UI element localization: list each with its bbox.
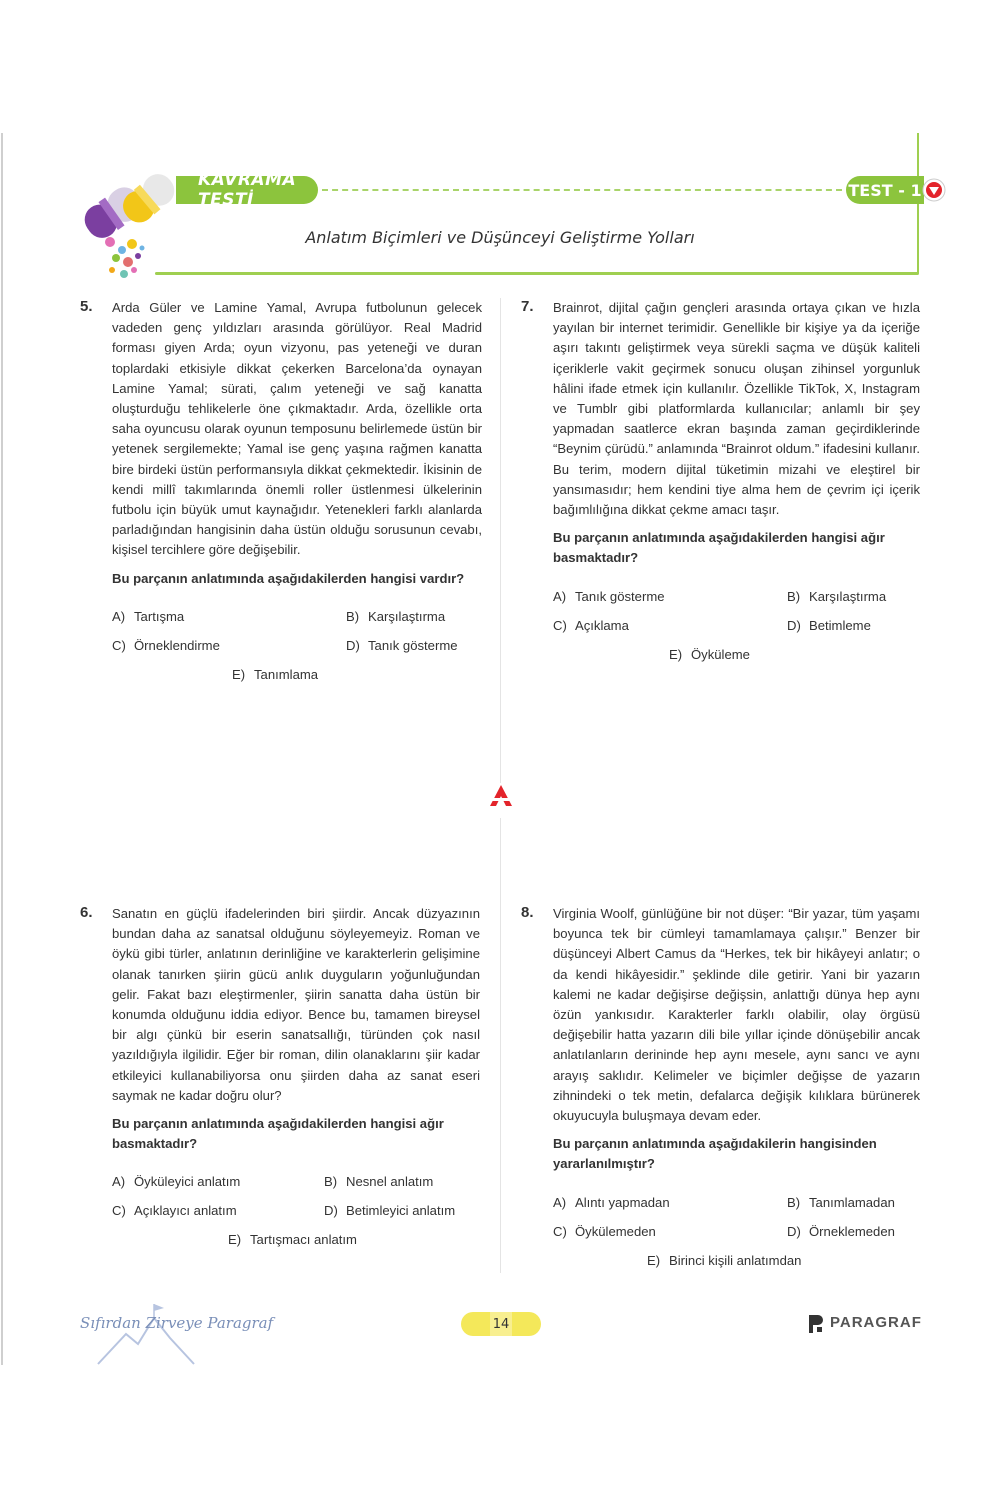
option-letter: A) xyxy=(112,1174,126,1190)
question-number: 6. xyxy=(80,904,93,921)
question-prompt: Bu parçanın anlatımında aşağıdakilerden hangisi vardır? xyxy=(112,570,465,586)
question-7 xyxy=(521,298,920,679)
column-divider xyxy=(500,818,501,1273)
option-text: Öyküleme xyxy=(691,646,750,662)
brand-logo-icon xyxy=(809,1315,823,1333)
question-number: 7. xyxy=(521,298,534,315)
question-prompt: Bu parçanın anlatımında aşağıdakilerden hangisi ağır basmaktadır? xyxy=(112,1116,444,1152)
question-text: Arda Güler ve Lamine Yamal, Avrupa futbolunun gelecek vadeden genç yıldızları arasında görülüyor. Real Madrid forması giyen Arda; oyun vizyonu, pas yeteneği ve duran toplardaki etkisiyle dikkat çekerken Barcelona’da oynayan Lamine Yamal; sürati, çalım yeteneği ve sağ kanatta oluşturduğu tehlikelerle öne çıkmaktadır. Arda, özellikle orta saha oyuncusu olarak oyunun temposunu belirlemede üstün bir yetenek sergilemekte; Yamal ise genç yaşına rağmen kanatta bire birdeki üstün performansıyla dikkat çekmektedir. İkisinin de kendi millî takımlarında önemli roller üstlenmesi ülkelerinin futbolu için büyük umut kaynağıdır. Yetenekleri farklı alanlarda parladığından hangisinin daha üstün olduğu sorusunun cevabı, kişisel tercihlere göre değişebilir. xyxy=(112,300,482,558)
option-c[interactable] xyxy=(112,1203,237,1218)
test-label: TEST - 1 xyxy=(848,180,922,200)
option-letter: C) xyxy=(553,1223,567,1239)
question-text: Brainrot, dijital çağın gençleri arasında ortaya çıkan ve hızla yayılan bir internet terimidir. Genellikle bir kişiye ya da içeriğe aşırı takıntı geliştirmek veya sürekli saçma ve düşük kaliteli içeriklerle vakit geçirmek sonucu oluşan zihinsel yorgunluk hâlini ifade etmek için kullanılır. Özellikle TikTok, X, Instagram ve Tumblr gibi platformlarda kullanıcılar; anlamlı bir şey yapmadan saatlerce ekran başında zaman geçirdiklerinde “Beynim çürüdü.” anlamında “Brainrot oldum.” ifadesini kullanır. Bu terim, modern dijital tüketimin mizahi ve eleştirel bir yansımasıdır; hem kendini tiye alma hem de çevrim içi içerik bağımlılığına dikkat çekme amacı taşır. xyxy=(553,300,920,518)
option-letter: D) xyxy=(346,637,360,653)
option-e[interactable] xyxy=(647,1253,801,1268)
option-text: Açıklama xyxy=(575,617,629,633)
logo-badge-icon xyxy=(922,178,946,202)
option-text: Öyküleyici anlatım xyxy=(134,1174,241,1190)
question-6 xyxy=(80,904,480,1264)
option-letter: B) xyxy=(346,608,360,624)
option-letter: E) xyxy=(228,1232,242,1248)
option-c[interactable] xyxy=(553,618,629,633)
option-letter: E) xyxy=(647,1252,661,1268)
option-text: Karşılaştırma xyxy=(809,588,887,604)
option-b[interactable] xyxy=(787,1195,895,1210)
option-d[interactable] xyxy=(324,1203,455,1218)
question-number: 5. xyxy=(80,298,93,315)
option-letter: C) xyxy=(553,617,567,633)
option-letter: C) xyxy=(112,637,126,653)
option-text: Tanık gösterme xyxy=(368,637,458,653)
section-label: KAVRAMA TESTİ xyxy=(198,170,297,210)
option-letter: B) xyxy=(787,588,801,604)
capsules-icon xyxy=(72,166,182,286)
column-divider xyxy=(500,298,501,783)
series-title: Sıfırdan Zirveye Paragraf xyxy=(80,1314,274,1332)
option-c[interactable] xyxy=(553,1224,656,1239)
option-letter: D) xyxy=(787,617,801,633)
option-letter: B) xyxy=(787,1194,801,1210)
left-margin-rule xyxy=(1,133,3,1365)
question-text: Virginia Woolf, günlüğüne bir not düşer: “Bir yazar, tüm yaşamı boyunca tek bir cümleyi tamamlamaya çalışır.” Benzer bir düşünceyi Albert Camus da “Herkes, tek bir hikâyeyi anlatır; o da kendi hikâyesidir.” şeklinde dile getirir. Yani bir yazarın kalemi ne kadar değişirse değişsin, anlattığı dünya hep aynı özün yankısıdır. Karakterler farklı olabilir, olay örgüsü değişebilir hatta yazarın dili bile yıllar içinde dönüşebilir ancak anlatılanların derininde hep aynı mesele, aynı sancı ve aynı arayış saklıdır. Kelimeler ve biçimler değişse de yazarın zihnindeki o tek metin, defalarca değişik kılıklara bürünerek okuyucuyla buluşmaya devam eder. xyxy=(553,906,920,1124)
option-c[interactable] xyxy=(112,638,220,653)
option-b[interactable] xyxy=(787,589,886,604)
question-8 xyxy=(521,904,920,1285)
option-letter: D) xyxy=(324,1203,338,1219)
option-text: Karşılaştırma xyxy=(368,608,446,624)
question-5 xyxy=(80,298,482,699)
option-letter: E) xyxy=(232,666,246,682)
option-b[interactable] xyxy=(346,609,445,624)
question-prompt: Bu parçanın anlatımında aşağıdakilerden hangisi ağır basmaktadır? xyxy=(553,530,885,566)
option-b[interactable] xyxy=(324,1174,433,1189)
option-letter: B) xyxy=(324,1174,338,1190)
options xyxy=(553,589,920,679)
option-text: Tanık gösterme xyxy=(575,588,665,604)
option-letter: A) xyxy=(553,1194,567,1210)
option-text: Açıklayıcı anlatım xyxy=(134,1203,237,1219)
option-text: Nesnel anlatım xyxy=(346,1174,434,1190)
question-prompt: Bu parçanın anlatımında aşağıdakilerin hangisinden yararlanılmıştır? xyxy=(553,1136,877,1172)
options xyxy=(112,609,482,699)
option-text: Tartışma xyxy=(134,608,185,624)
option-d[interactable] xyxy=(787,618,871,633)
option-letter: A) xyxy=(112,608,126,624)
section-label-pill xyxy=(176,170,318,210)
options xyxy=(112,1174,480,1264)
option-letter: C) xyxy=(112,1203,126,1219)
option-a[interactable] xyxy=(553,1195,670,1210)
header-dashed-line xyxy=(322,189,842,191)
option-letter: A) xyxy=(553,588,567,604)
option-a[interactable] xyxy=(112,1174,240,1189)
question-number: 8. xyxy=(521,904,534,921)
publisher-logo-icon xyxy=(487,782,515,810)
option-text: Betimleme xyxy=(809,617,871,633)
options xyxy=(553,1195,920,1285)
header-bottom-rule xyxy=(155,272,919,275)
option-a[interactable] xyxy=(553,589,665,604)
page-subtitle: Anlatım Biçimleri ve Düşünceyi Geliştirme Yolları xyxy=(305,228,695,247)
option-d[interactable] xyxy=(346,638,458,653)
option-letter: D) xyxy=(787,1223,801,1239)
option-d[interactable] xyxy=(787,1224,895,1239)
option-a[interactable] xyxy=(112,609,184,624)
option-text: Tanımlamadan xyxy=(809,1194,895,1210)
option-text: Tartışmacı anlatım xyxy=(250,1232,357,1248)
option-e[interactable] xyxy=(232,667,318,682)
test-label-pill xyxy=(846,176,924,204)
option-text: Betimleyici anlatım xyxy=(346,1203,456,1219)
mountain-icon xyxy=(96,1300,196,1366)
option-text: Alıntı yapmadan xyxy=(575,1194,670,1210)
page-number: 14 xyxy=(492,1317,510,1332)
option-e[interactable] xyxy=(228,1232,357,1247)
option-text: Tanımlama xyxy=(254,666,319,682)
option-text: Öykülemeden xyxy=(575,1223,656,1239)
option-letter: E) xyxy=(669,646,683,662)
question-text: Sanatın en güçlü ifadelerinden biri şiirdir. Ancak düzyazının bundan daha az sanatsal olduğunu söyleyemeyiz. Roman ve öykü gibi türler, anlatının derinliğine ve karakterlerin gelişimine olanak tanırken şiirin gücü anlık duyguların yoğunluğundan gelir. Fakat bazı eleştirmenler, şiirin sanatta daha üstün bir konumda olduğunu iddia ediyor. Bence bu, tamamen bireysel bir algı çünkü bir eserin sanatsallığı, türünden çok nasıl yazıldığıyla ilgilidir. Eğer bir roman, dilin olanaklarını şiir kadar etkileyici kullanabiliyorsa onu şiirden daha az sanat eseri saymak ne kadar doğru olur? xyxy=(112,906,480,1103)
option-text: Örneklemeden xyxy=(809,1223,895,1239)
option-text: Birinci kişili anlatımdan xyxy=(669,1252,802,1268)
option-text: Örneklendirme xyxy=(134,637,220,653)
option-e[interactable] xyxy=(669,647,750,662)
brand-name: PARAGRAF xyxy=(830,1314,922,1331)
